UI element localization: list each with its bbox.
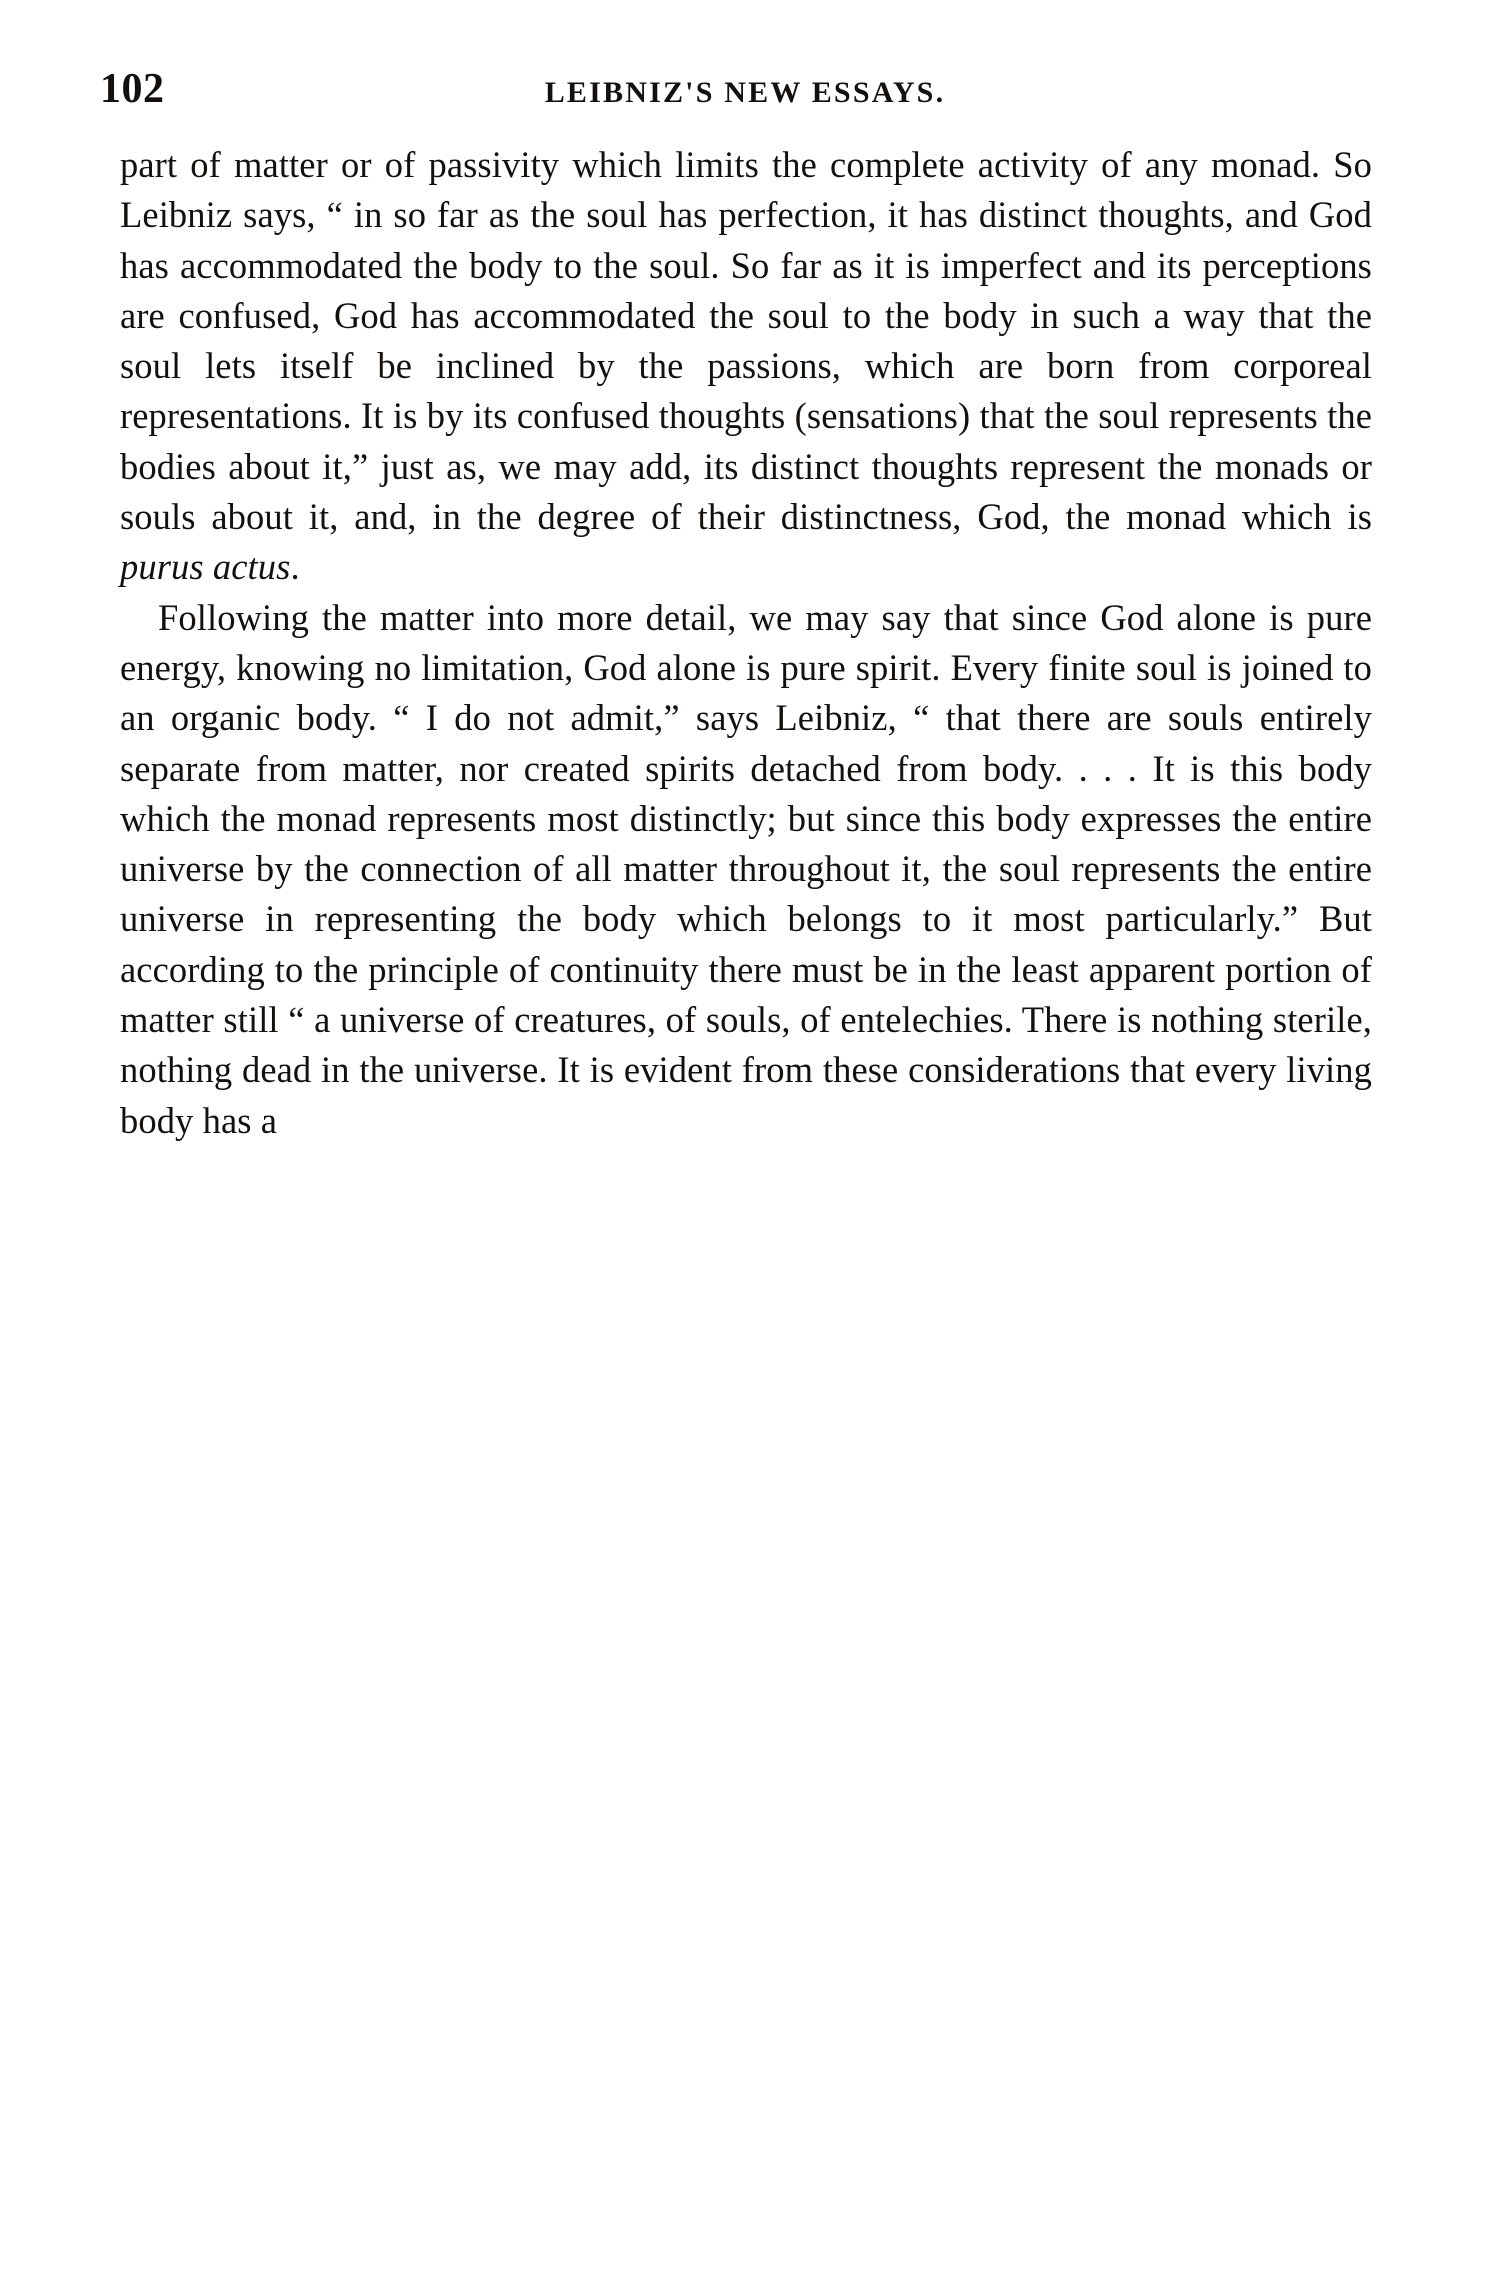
paragraph-following-text: Following the matter into more detail, we may say that since God alone is pure energy, knowing no limitation, God alone is pure spirit. Every finite soul is joined to an organic body. “ I do not admit,” says Leibniz, “ that there are souls entirely separate from matter, nor created spirits detached from body. . . . It is this body which the monad represents most distinctly; but since this body expresses the entire universe by the connection of all matter throughout it, the soul represents the entire universe in representing the body which belongs to it most particularly.” But according to the principle of continuity there must be in the least apparent portion of matter still “ a universe of creatures, of souls, of entelechies. There is nothing sterile, nothing dead in the universe. It is evident from these considerations that every living body has a [120,596,1372,1141]
page-body [120,140,1372,1146]
paragraph-continued-text: part of matter or of passivity which limits the complete activity of any monad. So Leibniz says, “ in so far as the soul has perfection, it has distinct thoughts, and God has accommodated the body to the soul. So far as it is imperfect and its perceptions are confused, God has accommodated the soul to the body in such a way that the soul lets itself be inclined by the passions, which are born from corporeal representations. It is by its confused thoughts (sensations) that the soul represents the bodies about it,” just as, we may add, its distinct thoughts represent the monads or souls about it, and, in the degree of their distinctness, God, the monad which is [120,144,1372,538]
paragraph-continued [120,140,1372,593]
page-header [0,40,1490,112]
paragraph-following [120,593,1372,1146]
page-number: 102 [100,66,165,112]
running-head: LEIBNIZ'S NEW ESSAYS. [544,76,946,109]
paragraph-continued-italic: purus actus [120,546,291,588]
paragraph-continued-tail: . [290,546,300,588]
